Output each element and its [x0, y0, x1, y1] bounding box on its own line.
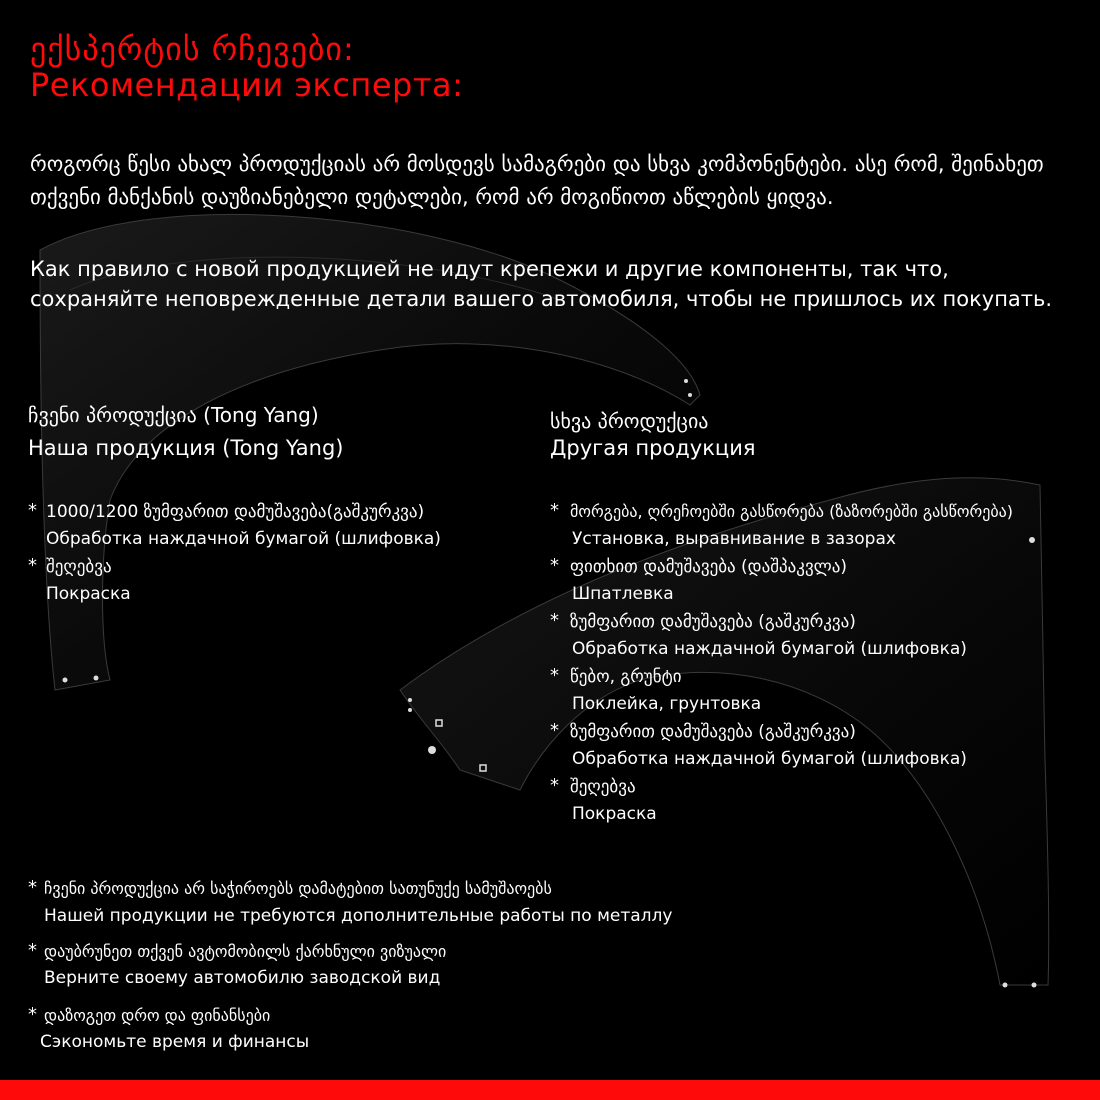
note-2-russian: Верните своему автомобилю заводской вид	[44, 968, 441, 988]
note-1-russian: Нашей продукции не требуются дополнительные работы по металлу	[44, 906, 673, 926]
right-item-6-georgian: შეღებვა	[570, 777, 636, 797]
title-georgian: ექსპერტის რჩევები:	[30, 30, 355, 68]
right-item-3-russian: Обработка наждачной бумагой (шлифовка)	[572, 639, 967, 659]
right-item-2-georgian: ფითხით დამუშავება (დაშპაკვლა)	[570, 557, 848, 577]
right-item-2-russian: Шпатлевка	[572, 584, 674, 604]
bullet-star: *	[28, 555, 37, 576]
right-item-4-georgian: წებო, გრუნტი	[570, 667, 682, 687]
bullet-star: *	[28, 877, 37, 898]
bullet-star: *	[28, 1004, 37, 1025]
left-heading-russian: Наша продукция (Tong Yang)	[28, 436, 344, 460]
bullet-star: *	[550, 610, 559, 631]
bullet-star: *	[550, 500, 559, 521]
intro-georgian: როგორც წესი ახალ პროდუქციას არ მოსდევს სამაგრები და სხვა კომპონენტები. ასე რომ, შეინახეთ თქვენი მანქანის დაუზიანებელი დეტალები, რომ არ მოგიწიოთ აწლების ყიდვა.	[30, 152, 1044, 209]
intro-russian: Как правило с новой продукцией не идут крепежи и другие компоненты, так что, сохраняйте неповрежденные детали вашего автомобиля, чтобы не пришлось их покупать.	[30, 257, 1053, 311]
note-1-georgian: ჩვენი პროდუქცია არ საჭიროებს დამატებით სათუნუქე სამუშაოებს	[44, 879, 552, 898]
right-item-6-russian: Покраска	[572, 804, 657, 824]
bullet-star: *	[550, 775, 559, 796]
bullet-star: *	[550, 665, 559, 686]
bullet-star: *	[550, 555, 559, 576]
right-item-5-georgian: ზუმფარით დამუშავება (გაშკურკვა)	[570, 722, 856, 742]
note-2-georgian: დაუბრუნეთ თქვენ ავტომობილს ქარხნული ვიზუალი	[44, 942, 447, 961]
left-heading-georgian: ჩვენი პროდუქცია (Tong Yang)	[28, 403, 319, 427]
bottom-accent-bar	[0, 1080, 1100, 1100]
right-item-1-georgian: მორგება, ღრეჩოებში გასწორება (ზაზორებში გასწორება)	[570, 502, 1013, 521]
left-item-2-georgian: შეღებვა	[46, 557, 112, 577]
right-item-1-russian: Установка, выравнивание в зазорах	[572, 529, 896, 549]
right-item-5-russian: Обработка наждачной бумагой (шлифовка)	[572, 749, 967, 769]
bullet-star: *	[28, 940, 37, 961]
bullet-star: *	[550, 720, 559, 741]
left-item-1-georgian: 1000/1200 ზუმფარით დამუშავება(გაშკურკვა)	[46, 502, 425, 522]
bullet-star: *	[28, 500, 37, 521]
right-item-3-georgian: ზუმფარით დამუშავება (გაშკურკვა)	[570, 612, 856, 632]
right-heading-georgian: სხვა პროდუქცია	[550, 409, 709, 433]
right-item-4-russian: Поклейка, грунтовка	[572, 694, 762, 714]
left-item-1-russian: Обработка наждачной бумагой (шлифовка)	[46, 529, 441, 549]
note-3-russian: Сэкономьте время и финансы	[40, 1032, 310, 1052]
title-russian: Рекомендации эксперта:	[30, 66, 464, 104]
note-3-georgian: დაზოგეთ დრო და ფინანსები	[44, 1006, 271, 1025]
left-item-2-russian: Покраска	[46, 584, 131, 604]
right-heading-russian: Другая продукция	[550, 436, 756, 460]
